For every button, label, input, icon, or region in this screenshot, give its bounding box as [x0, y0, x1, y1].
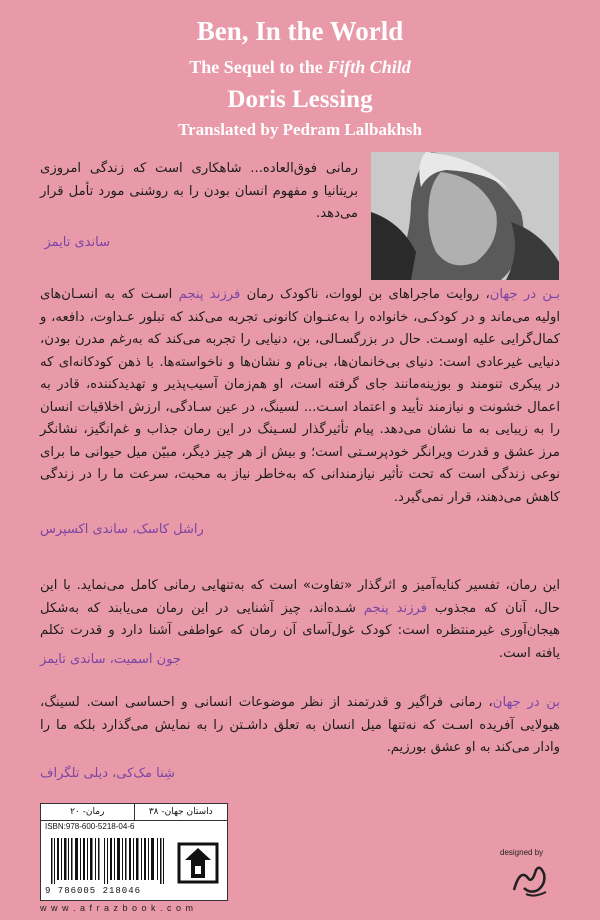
review-3-source: جون اسمیت، ساندی تایمز: [40, 652, 181, 667]
review-2-text: [40, 284, 560, 509]
barcode-icon: [49, 838, 169, 884]
author-name: Doris Lessing: [227, 86, 373, 113]
designed-by-label: designed by: [500, 848, 544, 857]
publisher-logo-icon: [175, 840, 221, 886]
review-3-text-a: این رمان، تفسیر کنایه‌آمیز و اثرگذار «تفاوت» است که به‌تنهایی رمانی کامل می‌نماید. با این حال، آنان که مجذوب: [40, 578, 560, 616]
barcode-digits: 9 786005 218046: [45, 886, 142, 896]
publisher-url: w w w . a f r a z b o o k . c o m: [40, 903, 195, 913]
book-title: Ben, In the World: [196, 16, 404, 46]
review-3-title: فرزند پنجم: [363, 600, 428, 616]
review-2-text-b: اسـت که به انسـان‌های اولیه می‌ماند و در کودکـی، خانواده را به‌عنـوان کانونی تجربه می‌کند که تبلور عـداوت، دافعه، و کمال‌گرایی علیه اوسـت. حال در بزرگسـالی، بن، دنیایی را تجربه می‌کند که به‌رغم مدرن بودن، دنیایی غیرعادی است: دنیای بی‌خانمان‌ها، بی‌نام و نشان‌ها و ناخواسته‌ها. با ذهن کودکانه‌ای که در پیکری تنومند و بوزینه‌مانند جای گرفته است، او هم‌زمان آسیب‌پذیر و تهدیدکننده، قادر به اعمال خشونت و نیازمند تأیید و اعتماد اسـت... لسینگ، در عین سـادگی، ارزش اخلاقیات انسان را به زیبایی به ما نشان می‌دهد. پیام تأثیرگذار لسـینگ در این رمان جذاب و غم‌انگیز، نشانگر مرز عشق و قدرت ویرانگر خودپرسـتی است؛ و بیش از هر چیز دیگر، مبیّن میل حیوانی ما برای نوعی زندگی است که تحت تأثیر نیازمندانی که به‌خاطر نیاز به محبت، سرعت ما را در زندگی کاهش می‌دهند، قرار نمی‌گیرد.: [40, 287, 560, 505]
review-2-source: راشل کاسک، ساندی اکسپرس: [40, 522, 204, 537]
series-row: [41, 804, 227, 821]
sequel-italic: Fifth Child: [327, 57, 411, 77]
series-a: داستان جهان- ۳۸: [134, 804, 228, 820]
translator-credit: Translated by Pedram Lalbakhsh: [178, 120, 422, 139]
review-1-source: ساندی تایمز: [44, 235, 110, 250]
author-portrait-image: [371, 152, 559, 280]
review-2-text-a: ، روایت ماجراهای بن لووات، ناکودک رمان: [240, 287, 490, 302]
barcode-panel: [40, 803, 228, 901]
review-4-title: بن در جهان: [492, 695, 560, 710]
designer-signature-icon: [506, 860, 554, 900]
review-3-text-b: شـده‌اند، چیز آشنایی در این رمان می‌یابند که به‌شکل هیجان‌آوری غیرمنتظره است: کودک غول‌آسای آن رمان که عواطفی آشنا دارد و قدرت تکلم یافته است.: [40, 600, 560, 661]
series-b: رمان- ۲۰: [70, 807, 105, 817]
review-2-title-a: بـن در جهان: [489, 287, 560, 302]
review-4-body: ، رمانی فراگیر و قدرتمند از نظر موضوعات انسانی و احساسی است. لسینگ، هیولایی آفریده اسـت که نه‌تنها میل انسان به تعلق داشـتن را به نمایش می‌گذارد بلکه ما را وادار می‌کند به او عشق بورزیم.: [40, 695, 560, 755]
review-4-text: [40, 692, 560, 760]
review-4-source: شِنا مک‌کی، دیلی تلگراف: [40, 766, 175, 781]
sequel-line: [0, 57, 600, 78]
sequel-prefix: The Sequel to the: [189, 57, 323, 77]
review-1-text: رمانی فوق‌العاده... شاهکاری است که زندگی امروزی بریتانیا و مفهوم انسان بودن را به روشنی مورد تأمل قرار می‌دهد.: [40, 161, 358, 221]
review-2-title-b: فرزند پنجم: [178, 287, 241, 302]
author-photo: [371, 152, 559, 280]
isbn-text: ISBN:978-600-5218-04-6: [45, 822, 135, 831]
